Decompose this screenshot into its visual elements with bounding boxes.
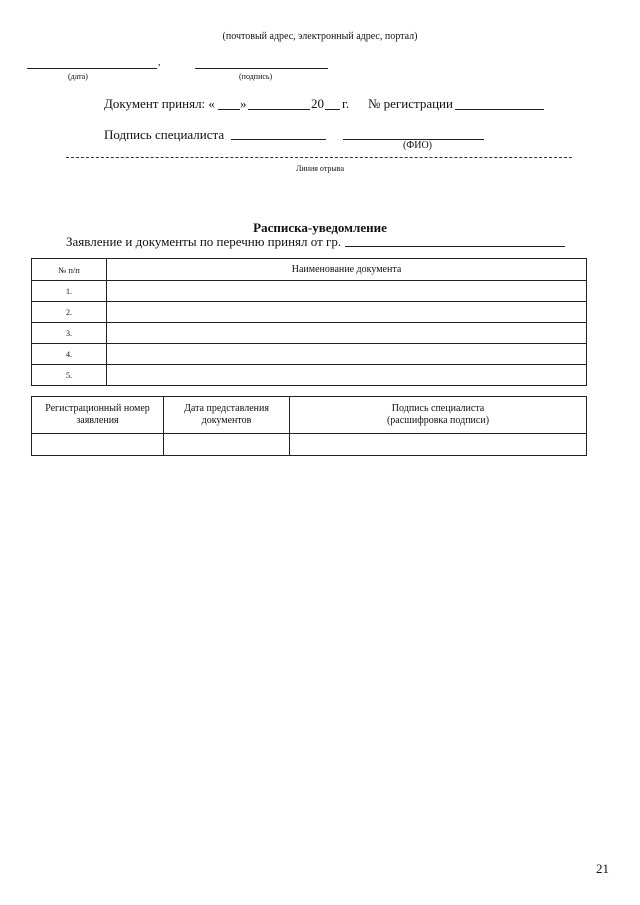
row-number: 1. <box>32 281 107 302</box>
accepted-label: Документ принял: « <box>104 96 215 111</box>
reg-number-header-line1: Регистрационный номер <box>45 403 150 414</box>
specialist-signature-header-line2: (расшифровка подписи) <box>386 415 490 426</box>
submission-date-header <box>164 397 290 434</box>
receipt-title: Расписка-уведомление <box>253 220 387 235</box>
specialist-label: Подпись специалиста <box>104 127 225 142</box>
submission-date-header-line2: документов <box>201 415 252 426</box>
accepted-g: г. <box>342 96 350 111</box>
document-name-cell[interactable] <box>107 302 587 323</box>
specialist-signature-line <box>231 139 326 140</box>
day-line <box>218 109 240 110</box>
registration-label: № регистрации <box>368 96 453 111</box>
accepted-year: 20 <box>311 96 324 111</box>
signature-caption: (подпись) <box>239 72 273 81</box>
date-line <box>27 68 157 69</box>
month-line <box>248 109 310 110</box>
col-name-header: Наименование документа <box>107 259 587 281</box>
fio-caption: (ФИО) <box>403 140 433 151</box>
submission-date-cell[interactable] <box>164 434 290 456</box>
table-row <box>32 365 587 386</box>
table-row <box>32 323 587 344</box>
specialist-signature-header <box>290 397 587 434</box>
registration-line <box>455 109 544 110</box>
tear-dotted-line <box>66 157 572 158</box>
table-row <box>32 434 587 456</box>
reg-number-cell[interactable] <box>32 434 164 456</box>
submission-date-header-line1: Дата представления <box>184 403 269 414</box>
date-caption: (дата) <box>68 72 88 81</box>
comma: , <box>158 57 161 68</box>
row-number: 5. <box>32 365 107 386</box>
documents-table-header <box>32 259 587 281</box>
row-number: 2. <box>32 302 107 323</box>
receipt-statement: Заявление и документы по перечню принял от гр. <box>66 234 342 249</box>
document-name-cell[interactable] <box>107 365 587 386</box>
registration-table <box>31 396 587 456</box>
table-row <box>32 344 587 365</box>
table-row <box>32 302 587 323</box>
registration-table-header <box>32 397 587 434</box>
reg-number-header <box>32 397 164 434</box>
document-name-cell[interactable] <box>107 323 587 344</box>
table-row <box>32 281 587 302</box>
document-name-cell[interactable] <box>107 281 587 302</box>
signature-line <box>195 68 328 69</box>
applicant-name-line <box>345 246 565 247</box>
col-number-header: № п/п <box>32 259 107 281</box>
reg-number-header-line2: заявления <box>76 415 119 426</box>
specialist-signature-cell[interactable] <box>290 434 587 456</box>
row-number: 4. <box>32 344 107 365</box>
row-number: 3. <box>32 323 107 344</box>
specialist-signature-header-line1: Подпись специалиста <box>391 403 485 414</box>
document-name-cell[interactable] <box>107 344 587 365</box>
accepted-mid: » <box>240 96 247 111</box>
year-line <box>325 109 340 110</box>
address-caption: (почтовый адрес, электронный адрес, портал) <box>222 31 418 42</box>
documents-table <box>31 258 587 386</box>
page-number: 21 <box>596 861 609 876</box>
tear-line-caption: Линия отрыва <box>295 164 345 173</box>
